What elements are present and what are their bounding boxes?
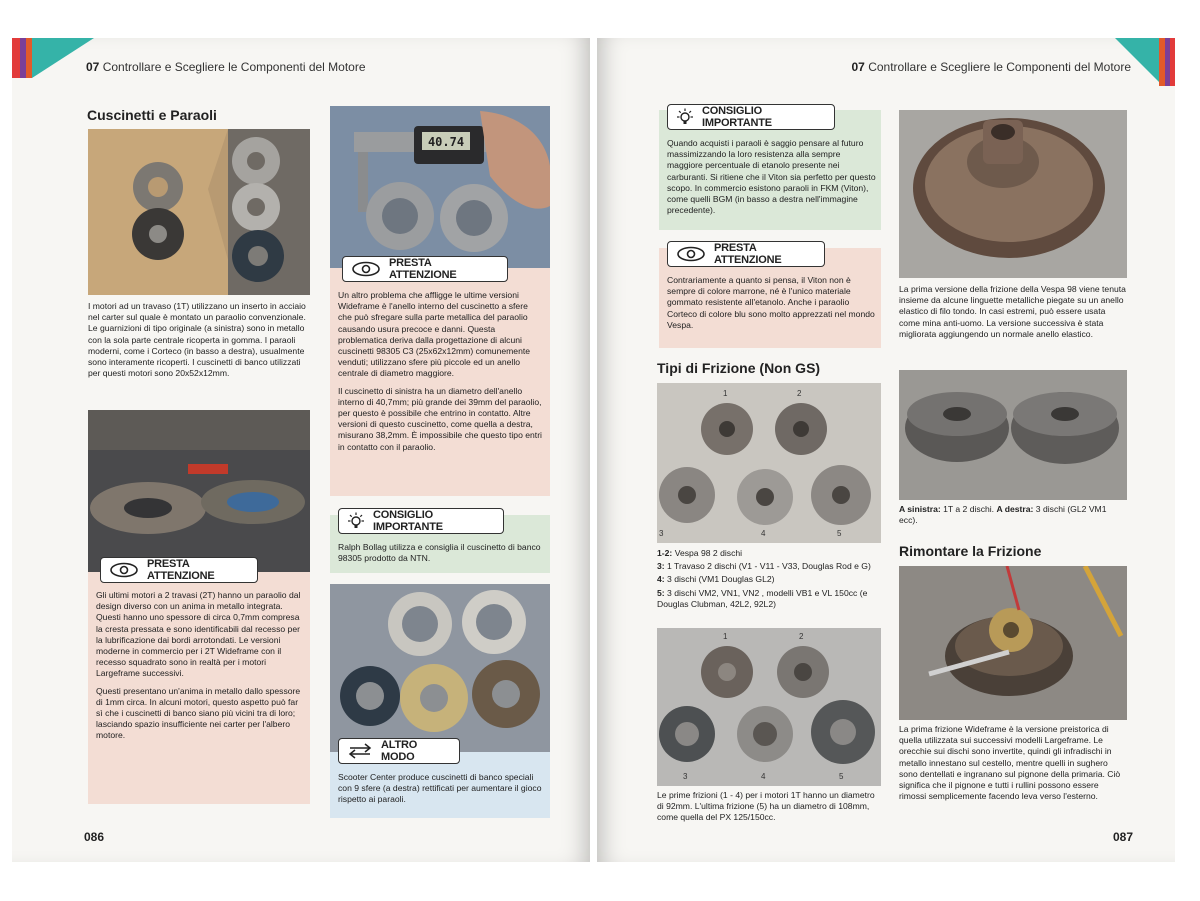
photo-number: 5 — [837, 529, 842, 538]
chapter-number: 07 — [851, 60, 865, 74]
altro-modo-label — [338, 738, 460, 764]
paragraph: Questi presentano un'anima in metallo dallo spessore di 1mm circa. In alcuni motori, questo aspetto può far sì che i cuscinetti di banco siano più vicini tra di loro; lasciando spazio insufficiente nei carter per l'albero motore. — [96, 685, 301, 741]
label-text: CONSIGLIO IMPORTANTE — [702, 105, 772, 129]
clutch-diameters-photo — [657, 628, 881, 786]
photo-number: 4 — [761, 772, 766, 781]
label-text: CONSIGLIO IMPORTANTE — [373, 509, 443, 533]
consiglio-importante-label-1 — [338, 508, 504, 534]
vespa98-clutch-photo — [899, 110, 1127, 278]
section-title-refit: Rimontare la Frizione — [899, 543, 1042, 559]
list-item: 5: 3 dischi VM2, VN1, VN2 , modelli VB1 e VL 150cc (e Douglas Clubman, 42L2, 92L2) — [657, 587, 868, 609]
list-item: 1-2: Vespa 98 2 dischi — [657, 548, 743, 558]
photo-number: 2 — [799, 632, 804, 641]
eye-icon — [351, 261, 381, 277]
refit-text: La prima frizione Wideframe è la versione preistorica di quella utilizzata sui successivi modelli Largeframe. Le orecchie sui dischi sono invertite, quindi gli infradischi in metallo innestano sul cestello, mentre quelli in sughero sono dentellati e ingranano sul pignone della primaria. Ciò significa che il pignone e tutti i rullini possono essere rimossi semplicemente facendo leva verso l'esterno. — [899, 724, 1121, 802]
page-number-right: 087 — [1112, 830, 1133, 844]
right-page — [597, 38, 1175, 862]
running-header — [851, 60, 1131, 74]
label-text: ALTRO MODO — [381, 739, 418, 763]
clutch-baskets-photo — [899, 370, 1127, 500]
alternative-text: Scooter Center produce cuscinetti di banco speciali con 9 sfere (a destra) rettificati per aumentare il gioco rispetto ai paraoli. — [338, 772, 542, 805]
vespa98-caption: La prima versione della frizione della Vespa 98 viene tenuta insieme da alcune linguette metalliche piegate su un anello elastico di filo tondo. In casi estremi, può essere usata come mina anti-uomo. La versione successiva è stata migliorata aggiungendo un normale anello elastico. — [899, 284, 1126, 339]
photo-number: 2 — [797, 389, 802, 398]
eye-icon — [676, 246, 706, 262]
label-text: PRESTA ATTENZIONE — [389, 257, 457, 281]
presta-attenzione-label-2 — [342, 256, 508, 282]
photo-number: 4 — [761, 529, 766, 538]
seals-bench-photo — [88, 410, 310, 572]
tip-text-viton: Quando acquisti i paraoli è saggio pensare al futuro massimizzando la loro resistenza alla sempre maggiore percentuale di etanolo presente nei carburanti. Si ritiene che il Viton sia perfetto per questo scopo. In commercio esistono paraoli in FKM (Viton), come quelli BGM (in basso a destra nell'immagine precedente). — [667, 138, 876, 216]
caliper-photo — [330, 106, 550, 268]
warning-text-viton: Contrariamente a quanto si pensa, il Viton non è sempre di colore marrone, né è l'unico materiale gommato resistente all'etanolo. Anche i paraolio Corteco di colore blu sono molto apprezzati nel mondo Vespa. — [667, 275, 875, 330]
photo-number: 1 — [723, 389, 728, 398]
label-text: PRESTA ATTENZIONE — [714, 242, 782, 266]
lightbulb-icon — [676, 108, 694, 126]
lightbulb-icon — [347, 512, 365, 530]
left-page — [12, 38, 590, 862]
photo-number: 3 — [683, 772, 688, 781]
arrows-icon — [347, 743, 373, 759]
baskets-caption: A sinistra: 1T a 2 dischi. A destra: 3 dischi (GL2 VM1 ecc). — [899, 504, 1107, 526]
photo-number: 1 — [723, 632, 728, 641]
eye-icon — [109, 562, 139, 578]
paragraph: Gli ultimi motori a 2 travasi (2T) hanno un paraolio dal design diverso con un anima in metallo integrata. Questi hanno uno spessore di circa 0,7mm compresa la cresta pressata e sono identificabili dal recesso per la lubrificazione dai bordi arrotondati. Le versioni moderne in commercio per i 2T Wideframe con il recesso squadrato sono in realtà per i motori Largeframe successivi. — [96, 590, 301, 679]
tip-text-ntn: Ralph Bollag utilizza e consiglia il cuscinetto di banco 98305 prodotto da NTN. — [338, 542, 541, 564]
warning-text-bearing-wear — [338, 290, 544, 453]
warning-text-seals — [96, 590, 306, 742]
chapter-number: 07 — [86, 60, 100, 74]
presta-attenzione-label-3 — [667, 241, 825, 267]
clutch-types-list — [657, 548, 883, 610]
bearings-photo — [88, 129, 310, 295]
first-clutches-text: Le prime frizioni (1 - 4) per i motori 1T hanno un diametro di 92mm. L'ultima frizione (5) ha un diametro di 108mm, come quella del PX 125/150cc. — [657, 790, 875, 823]
refit-clutch-photo — [899, 566, 1127, 720]
chapter-title: Controllare e Scegliere le Componenti del Motore — [102, 60, 366, 74]
special-bearings-photo — [330, 584, 550, 752]
running-header — [86, 60, 366, 74]
section-title-clutch-types: Tipi di Frizione (Non GS) — [657, 360, 821, 376]
consiglio-importante-label-2 — [667, 104, 835, 130]
caliper-reading: 40.74 — [427, 135, 465, 149]
photo-number: 5 — [839, 772, 844, 781]
bearings-intro-text: I motori ad un travaso (1T) utilizzano un inserto in acciaio nel carter sul quale è montato un paraolio convenzionale. Le guarnizioni di tipo originale (a sinistra) sono in metallo con la sola parte centrale ricoperta in gomma. I paraoli moderni, come i Corteco (in basso a destra), usualmente sono interamente ricoperti. I cuscinetti di banco utilizzati per questi motori sono 20x52x12mm. — [88, 301, 306, 379]
presta-attenzione-label-1 — [100, 557, 258, 583]
chapter-title: Controllare e Scegliere le Componenti del Motore — [868, 60, 1131, 74]
section-title-bearings: Cuscinetti e Paraoli — [87, 107, 217, 123]
paragraph: Un altro problema che affligge le ultime versioni Wideframe è l'anello interno del cuscinetto a sfere che può sfregare sulla parte metallica del paraolio causando usura precoce e danni. Questa problematica deriva dalla progettazione di alcuni cuscinetti 98305 C3 (25x62x12mm) comunemente venduti; utilizzano sfere più piccole ed un anello centrale di diametro maggiore. — [338, 290, 531, 379]
label-text: PRESTA ATTENZIONE — [147, 558, 215, 582]
list-item: 3: 1 Travaso 2 dischi (V1 - V11 - V33, Douglas Rod e G) — [657, 561, 871, 572]
list-item: 4: 3 dischi (VM1 Douglas GL2) — [657, 574, 775, 585]
page-number-left: 086 — [84, 830, 105, 844]
paragraph: Il cuscinetto di sinistra ha un diametro dell'anello interno di 40,7mm; più grande dei 39mm del paraolio, per questo è possibile che entrino in contatto. Altre versioni di questo cuscinetto, come quella a destra, misurano 38,2mm. È impossibile che questo tipo entri in contatto con il paraolio. — [338, 385, 542, 452]
photo-number: 3 — [659, 529, 664, 538]
clutch-types-photo — [657, 383, 881, 543]
